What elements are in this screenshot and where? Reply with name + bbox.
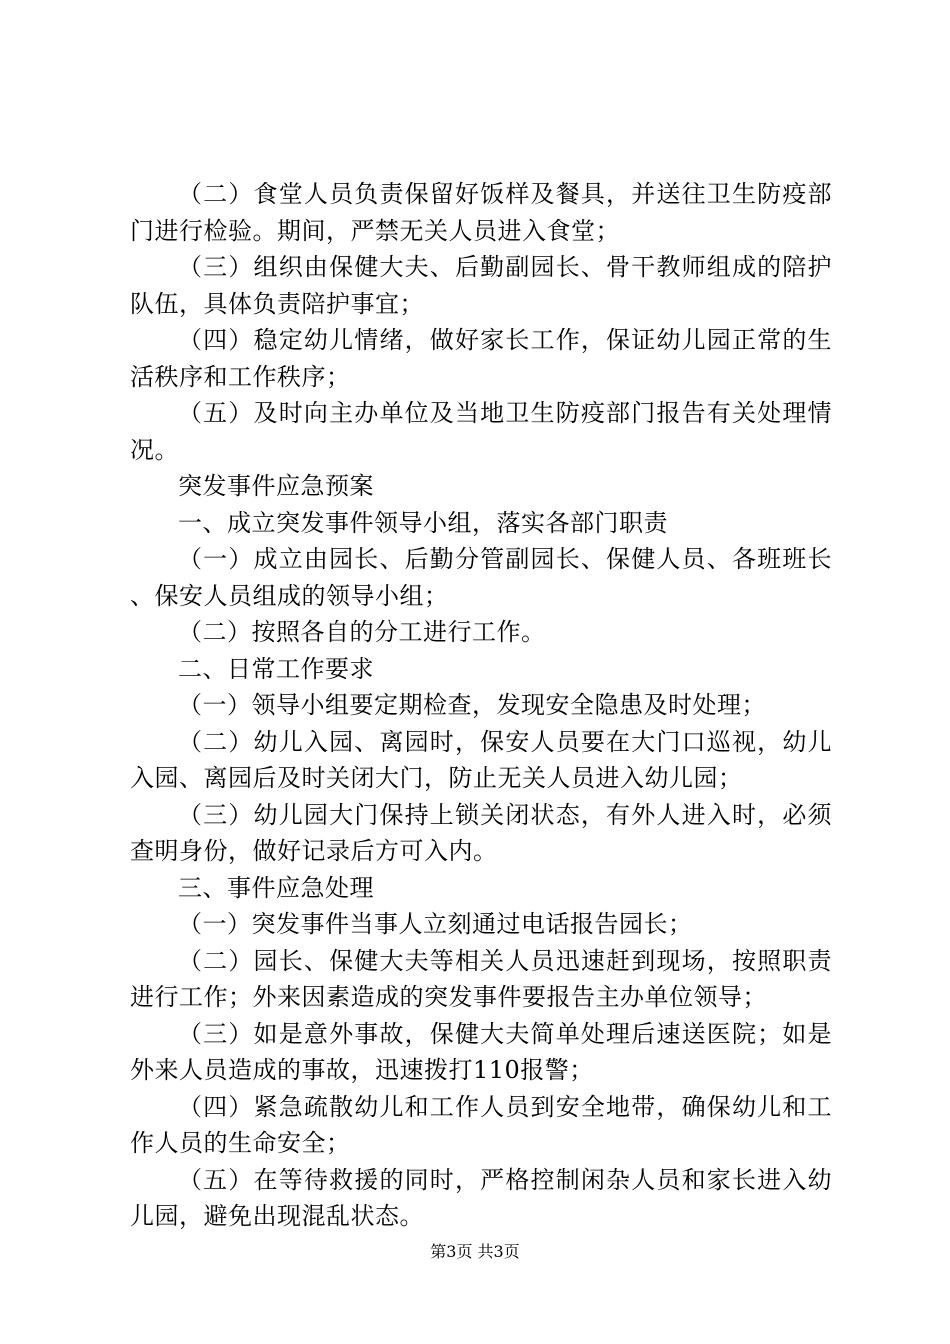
paragraph: （二）园长、保健大夫等相关人员迅速赶到现场，按照职责进行工作；外来因素造成的突发事件要报告主办单位领导； [130, 946, 832, 1011]
paragraph: （四）紧急疏散幼儿和工作人员到安全地带，确保幼儿和工作人员的生命安全； [130, 1092, 832, 1157]
paragraph: （四）稳定幼儿情绪，做好家长工作，保证幼儿园正常的生活秩序和工作秩序； [130, 326, 832, 391]
section-heading: 突发事件应急预案 [178, 472, 374, 500]
document-body [130, 176, 832, 1235]
section-heading: 二、日常工作要求 [178, 654, 374, 683]
paragraph: （三）幼儿园大门保持上锁关闭状态，有外人进入时，必须查明身份，做好记录后方可入内。 [130, 800, 832, 865]
section-heading: 三、事件应急处理 [178, 873, 374, 902]
paragraph: （五）在等待救援的同时，严格控制闲杂人员和家长进入幼儿园，避免出现混乱状态。 [130, 1165, 832, 1230]
paragraph: （五）及时向主办单位及当地卫生防疫部门报告有关处理情况。 [130, 399, 832, 464]
paragraph: （一）成立由园长、后勤分管副园长、保健人员、各班班长、保安人员组成的领导小组； [130, 545, 832, 610]
paragraph: （一）领导小组要定期检查，发现安全隐患及时处理； [178, 691, 766, 719]
paragraph: （三）组织由保健大夫、后勤副园长、骨干教师组成的陪护队伍，具体负责陪护事宜； [130, 253, 832, 318]
paragraph: （三）如是意外事故，保健大夫简单处理后速送医院；如是外来人员造成的事故，迅速拨打110报警； [130, 1019, 832, 1084]
paragraph: （二）幼儿入园、离园时，保安人员要在大门口巡视，幼儿入园、离园后及时关闭大门，防止无关人员进入幼儿园； [130, 727, 832, 792]
paragraph: （二）按照各自的分工进行工作。 [178, 618, 546, 646]
page-footer [0, 1242, 950, 1262]
page-number: 第3页 共3页 [430, 1242, 520, 1261]
section-heading: 一、成立突发事件领导小组，落实各部门职责 [178, 508, 668, 537]
paragraph: （二）食堂人员负责保留好饭样及餐具，并送往卫生防疫部门进行检验。期间，严禁无关人员进入食堂； [130, 180, 832, 245]
paragraph: （一）突发事件当事人立刻通过电话报告园长； [178, 910, 693, 938]
